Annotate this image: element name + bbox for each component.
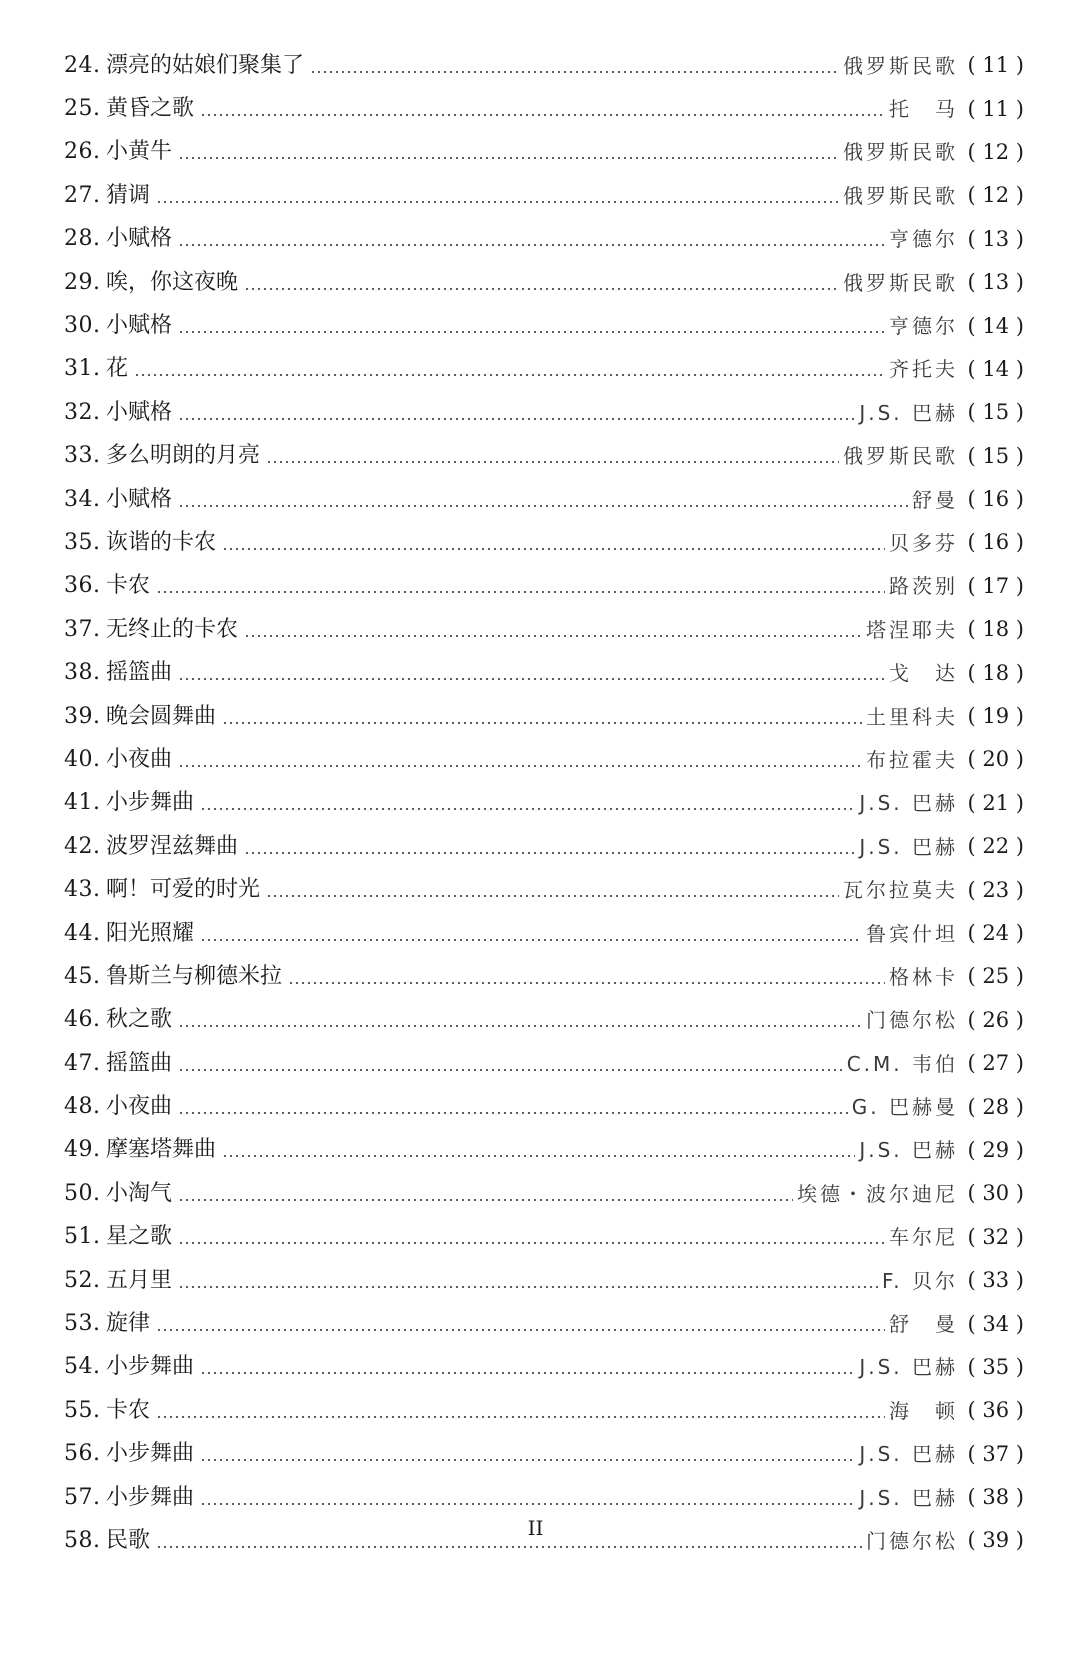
entry-composer: G. 巴赫曼 bbox=[851, 1095, 958, 1120]
dot-leader bbox=[200, 1372, 855, 1374]
entry-page-number: ( 33 ) bbox=[967, 1268, 1024, 1293]
toc-entry bbox=[64, 955, 1024, 998]
entry-title: 星之歌 bbox=[106, 1224, 173, 1250]
entry-page-number: ( 15 ) bbox=[967, 400, 1024, 425]
dot-leader bbox=[178, 1286, 878, 1288]
entry-number: 47. bbox=[64, 1050, 101, 1076]
entry-composer: 塔涅耶夫 bbox=[866, 617, 958, 642]
dot-leader bbox=[156, 1416, 885, 1418]
dot-leader bbox=[178, 244, 885, 246]
dot-leader bbox=[178, 418, 855, 420]
entry-number: 48. bbox=[64, 1094, 101, 1120]
entry-page-number: ( 37 ) bbox=[967, 1441, 1024, 1466]
entry-number: 37. bbox=[64, 616, 101, 642]
entry-page-number: ( 36 ) bbox=[967, 1398, 1024, 1423]
toc-entry bbox=[64, 738, 1024, 781]
toc-entry bbox=[64, 87, 1024, 130]
entry-number: 54. bbox=[64, 1354, 101, 1380]
toc-entry bbox=[64, 695, 1024, 738]
toc-entry bbox=[64, 435, 1024, 478]
entry-number: 58. bbox=[64, 1527, 101, 1553]
entry-title: 小夜曲 bbox=[106, 746, 173, 772]
entry-page-number: ( 18 ) bbox=[967, 617, 1024, 642]
entry-title: 小赋格 bbox=[106, 486, 173, 512]
toc-entry bbox=[64, 261, 1024, 304]
entry-composer: 舒曼 bbox=[912, 487, 958, 512]
entry-composer: 舒 曼 bbox=[889, 1312, 958, 1337]
entry-number: 25. bbox=[64, 96, 101, 122]
toc-entry bbox=[64, 1302, 1024, 1345]
entry-composer: 海 顿 bbox=[889, 1398, 958, 1423]
entry-page-number: ( 11 ) bbox=[967, 53, 1024, 78]
entry-number: 35. bbox=[64, 529, 101, 555]
entry-title: 民歌 bbox=[106, 1527, 151, 1553]
entry-number: 36. bbox=[64, 573, 101, 599]
entry-composer: 车尔尼 bbox=[889, 1225, 958, 1250]
entry-composer: J.S. 巴赫 bbox=[859, 1355, 958, 1380]
dot-leader bbox=[200, 114, 885, 116]
entry-composer: J.S. 巴赫 bbox=[859, 791, 958, 816]
entry-number: 24. bbox=[64, 52, 101, 78]
entry-composer: 鲁宾什坦 bbox=[866, 921, 958, 946]
entry-title: 多么明朗的月亮 bbox=[106, 443, 261, 469]
entry-number: 26. bbox=[64, 139, 101, 165]
entry-composer: 俄罗斯民歌 bbox=[843, 270, 958, 295]
entry-composer: 路茨别 bbox=[889, 574, 958, 599]
entry-title: 卡农 bbox=[106, 1397, 151, 1423]
entry-number: 46. bbox=[64, 1007, 101, 1033]
entry-composer: 土里科夫 bbox=[866, 704, 958, 729]
entry-number: 30. bbox=[64, 313, 101, 339]
entry-page-number: ( 16 ) bbox=[967, 487, 1024, 512]
entry-composer: 俄罗斯民歌 bbox=[843, 53, 958, 78]
entry-title: 小赋格 bbox=[106, 313, 173, 339]
entry-number: 57. bbox=[64, 1484, 101, 1510]
entry-composer: 瓦尔拉莫夫 bbox=[843, 878, 958, 903]
toc-entry bbox=[64, 651, 1024, 694]
dot-leader bbox=[178, 1112, 848, 1114]
entry-title: 摇篮曲 bbox=[106, 1050, 173, 1076]
toc-entry bbox=[64, 218, 1024, 261]
entry-page-number: ( 30 ) bbox=[967, 1181, 1024, 1206]
dot-leader bbox=[222, 1155, 855, 1157]
entry-page-number: ( 28 ) bbox=[967, 1094, 1024, 1119]
dot-leader bbox=[266, 895, 839, 897]
dot-leader bbox=[310, 71, 839, 73]
entry-page-number: ( 39 ) bbox=[967, 1528, 1024, 1553]
toc-entry bbox=[64, 1346, 1024, 1389]
entry-page-number: ( 16 ) bbox=[967, 530, 1024, 555]
dot-leader bbox=[244, 635, 862, 637]
entry-page-number: ( 34 ) bbox=[967, 1311, 1024, 1336]
entry-number: 34. bbox=[64, 486, 101, 512]
entry-page-number: ( 27 ) bbox=[967, 1051, 1024, 1076]
entry-page-number: ( 19 ) bbox=[967, 704, 1024, 729]
entry-title: 小淘气 bbox=[106, 1180, 173, 1206]
dot-leader bbox=[244, 852, 855, 854]
entry-title: 小步舞曲 bbox=[106, 790, 195, 816]
dot-leader bbox=[134, 374, 885, 376]
dot-leader bbox=[178, 331, 885, 333]
entry-number: 42. bbox=[64, 833, 101, 859]
toc-entry bbox=[64, 391, 1024, 434]
toc-entry bbox=[64, 44, 1024, 87]
entry-number: 53. bbox=[64, 1311, 101, 1337]
entry-title: 花 bbox=[106, 356, 129, 382]
entry-composer: F. 贝尔 bbox=[881, 1268, 958, 1293]
entry-title: 鲁斯兰与柳德米拉 bbox=[106, 963, 283, 989]
entry-composer: 俄罗斯民歌 bbox=[843, 444, 958, 469]
entry-page-number: ( 23 ) bbox=[967, 877, 1024, 902]
entry-page-number: ( 29 ) bbox=[967, 1137, 1024, 1162]
entry-title: 小赋格 bbox=[106, 399, 173, 425]
dot-leader bbox=[178, 1199, 793, 1201]
dot-leader bbox=[178, 1069, 843, 1071]
dot-leader bbox=[288, 982, 885, 984]
toc-entry bbox=[64, 1085, 1024, 1128]
entry-composer: 俄罗斯民歌 bbox=[843, 183, 958, 208]
entry-composer: J.S. 巴赫 bbox=[859, 1138, 958, 1163]
entry-composer: 戈 达 bbox=[889, 661, 958, 686]
page-number: II bbox=[527, 1516, 544, 1540]
dot-leader bbox=[200, 939, 862, 941]
entry-composer: 亨德尔 bbox=[889, 227, 958, 252]
entry-number: 40. bbox=[64, 746, 101, 772]
entry-number: 52. bbox=[64, 1267, 101, 1293]
entry-title: 五月里 bbox=[106, 1267, 173, 1293]
entry-number: 41. bbox=[64, 790, 101, 816]
entry-page-number: ( 12 ) bbox=[967, 183, 1024, 208]
entry-composer: J.S. 巴赫 bbox=[859, 834, 958, 859]
entry-number: 31. bbox=[64, 356, 101, 382]
toc-entry bbox=[64, 478, 1024, 521]
entry-title: 无终止的卡农 bbox=[106, 616, 239, 642]
entry-number: 49. bbox=[64, 1137, 101, 1163]
toc-entry bbox=[64, 1042, 1024, 1085]
entry-title: 小夜曲 bbox=[106, 1094, 173, 1120]
entry-page-number: ( 14 ) bbox=[967, 356, 1024, 381]
entry-page-number: ( 17 ) bbox=[967, 573, 1024, 598]
toc-entry bbox=[64, 1129, 1024, 1172]
toc-entry bbox=[64, 304, 1024, 347]
entry-page-number: ( 25 ) bbox=[967, 964, 1024, 989]
dot-leader bbox=[200, 1459, 855, 1461]
entry-title: 旋律 bbox=[106, 1311, 151, 1337]
entry-number: 44. bbox=[64, 920, 101, 946]
entry-title: 小步舞曲 bbox=[106, 1441, 195, 1467]
dot-leader bbox=[178, 1025, 862, 1027]
entry-page-number: ( 13 ) bbox=[967, 270, 1024, 295]
entry-title: 啊！可爱的时光 bbox=[106, 877, 261, 903]
entry-composer: 门德尔松 bbox=[866, 1008, 958, 1033]
dot-leader bbox=[178, 765, 862, 767]
dot-leader bbox=[178, 1242, 885, 1244]
entry-title: 黄昏之歌 bbox=[106, 96, 195, 122]
entry-composer: 亨德尔 bbox=[889, 314, 958, 339]
toc-entry bbox=[64, 174, 1024, 217]
entry-title: 摩塞塔舞曲 bbox=[106, 1137, 217, 1163]
entry-title: 漂亮的姑娘们聚集了 bbox=[106, 52, 305, 78]
entry-page-number: ( 21 ) bbox=[967, 790, 1024, 815]
entry-number: 27. bbox=[64, 182, 101, 208]
entry-number: 39. bbox=[64, 703, 101, 729]
entry-title: 小步舞曲 bbox=[106, 1484, 195, 1510]
toc-entry bbox=[64, 782, 1024, 825]
entry-title: 唉，你这夜晚 bbox=[106, 269, 239, 295]
entry-title: 小黄牛 bbox=[106, 139, 173, 165]
entry-composer: 埃德・波尔迪尼 bbox=[797, 1181, 958, 1206]
toc-entry bbox=[64, 825, 1024, 868]
toc-entry bbox=[64, 912, 1024, 955]
entry-composer: J.S. 巴赫 bbox=[859, 400, 958, 425]
entry-number: 33. bbox=[64, 443, 101, 469]
entry-page-number: ( 14 ) bbox=[967, 313, 1024, 338]
entry-title: 诙谐的卡农 bbox=[106, 529, 217, 555]
toc-entry bbox=[64, 1476, 1024, 1519]
toc-entry bbox=[64, 131, 1024, 174]
toc-entry bbox=[64, 565, 1024, 608]
entry-number: 32. bbox=[64, 399, 101, 425]
entry-number: 51. bbox=[64, 1224, 101, 1250]
dot-leader bbox=[156, 1546, 862, 1548]
entry-number: 45. bbox=[64, 963, 101, 989]
toc-entry bbox=[64, 348, 1024, 391]
entry-page-number: ( 18 ) bbox=[967, 660, 1024, 685]
entry-composer: 齐托夫 bbox=[889, 357, 958, 382]
entry-title: 小步舞曲 bbox=[106, 1354, 195, 1380]
toc-entry bbox=[64, 1216, 1024, 1259]
entry-number: 50. bbox=[64, 1180, 101, 1206]
toc-entry bbox=[64, 521, 1024, 564]
entry-page-number: ( 32 ) bbox=[967, 1224, 1024, 1249]
entry-composer: 布拉霍夫 bbox=[866, 747, 958, 772]
entry-composer: J.S. 巴赫 bbox=[859, 1485, 958, 1510]
entry-page-number: ( 24 ) bbox=[967, 921, 1024, 945]
dot-leader bbox=[266, 461, 839, 463]
table-of-contents bbox=[64, 44, 1024, 1563]
dot-leader bbox=[178, 157, 839, 159]
dot-leader bbox=[200, 808, 855, 810]
dot-leader bbox=[178, 505, 908, 507]
entry-page-number: ( 11 ) bbox=[967, 96, 1024, 121]
entry-composer: J.S. 巴赫 bbox=[859, 1442, 958, 1467]
entry-composer: 托 马 bbox=[889, 97, 958, 122]
entry-page-number: ( 12 ) bbox=[967, 139, 1024, 164]
entry-composer: 贝多芬 bbox=[889, 530, 958, 555]
entry-composer: C.M. 韦伯 bbox=[846, 1051, 958, 1076]
entry-number: 38. bbox=[64, 660, 101, 686]
toc-entry bbox=[64, 1259, 1024, 1302]
toc-entry bbox=[64, 1172, 1024, 1215]
toc-entry bbox=[64, 1433, 1024, 1476]
entry-composer: 门德尔松 bbox=[866, 1528, 958, 1553]
entry-composer: 格林卡 bbox=[889, 964, 958, 989]
entry-title: 秋之歌 bbox=[106, 1007, 173, 1033]
toc-entry bbox=[64, 608, 1024, 651]
entry-page-number: ( 22 ) bbox=[967, 834, 1024, 859]
entry-page-number: ( 15 ) bbox=[967, 443, 1024, 468]
toc-entry bbox=[64, 999, 1024, 1042]
toc-entry bbox=[64, 868, 1024, 911]
entry-title: 摇篮曲 bbox=[106, 660, 173, 686]
entry-title: 波罗涅兹舞曲 bbox=[106, 833, 239, 859]
entry-page-number: ( 20 ) bbox=[967, 747, 1024, 772]
dot-leader bbox=[222, 548, 885, 550]
entry-number: 43. bbox=[64, 877, 101, 903]
dot-leader bbox=[178, 678, 885, 680]
entry-number: 56. bbox=[64, 1441, 101, 1467]
entry-title: 晚会圆舞曲 bbox=[106, 703, 217, 729]
entry-title: 小赋格 bbox=[106, 226, 173, 252]
entry-title: 阳光照耀 bbox=[106, 920, 195, 946]
entry-title: 猜调 bbox=[106, 182, 151, 208]
entry-page-number: ( 26 ) bbox=[967, 1007, 1024, 1032]
entry-page-number: ( 38 ) bbox=[967, 1485, 1024, 1510]
entry-title: 卡农 bbox=[106, 573, 151, 599]
toc-entry bbox=[64, 1389, 1024, 1432]
entry-page-number: ( 13 ) bbox=[967, 226, 1024, 251]
dot-leader bbox=[200, 1503, 855, 1505]
dot-leader bbox=[244, 288, 839, 290]
dot-leader bbox=[156, 201, 839, 203]
dot-leader bbox=[156, 1329, 885, 1331]
entry-number: 28. bbox=[64, 226, 101, 252]
entry-page-number: ( 35 ) bbox=[967, 1354, 1024, 1379]
dot-leader bbox=[222, 722, 862, 724]
entry-number: 55. bbox=[64, 1397, 101, 1423]
entry-number: 29. bbox=[64, 269, 101, 295]
dot-leader bbox=[156, 591, 885, 593]
entry-composer: 俄罗斯民歌 bbox=[843, 140, 958, 165]
